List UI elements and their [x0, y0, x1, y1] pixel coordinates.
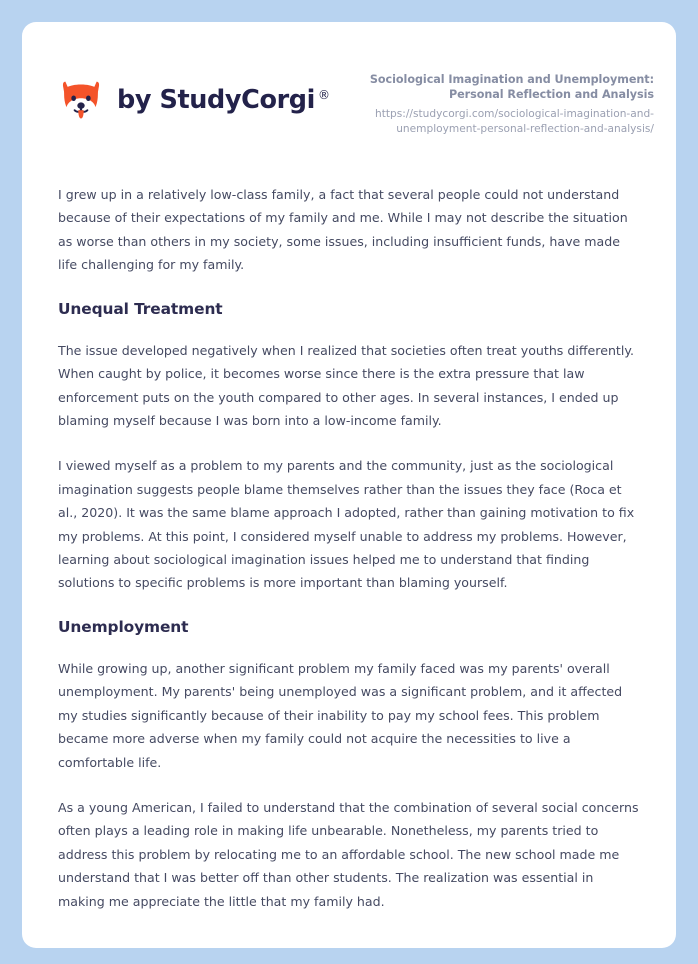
section-paragraph: The issue developed negatively when I realized that societies often treat youths differently. When caught by police, it becomes worse since there is the extra pressure that law enforcement puts on the youth compared to other ages. In several instances, I ended up blaming myself because I was born into a low-income family.	[58, 342, 635, 428]
corgi-face-icon	[58, 78, 104, 124]
document-meta	[330, 70, 654, 137]
document-url[interactable]: https://studycorgi.com/sociological-imagination-and-unemployment-personal-reflection-and-analysis/	[375, 107, 654, 135]
document-body	[22, 183, 676, 913]
document-header	[22, 22, 676, 137]
section-heading: Unemployment	[58, 617, 189, 636]
section-heading: Unequal Treatment	[58, 299, 223, 318]
section-paragraph: As a young American, I failed to understand that the combination of several social concerns often plays a leading role in making life unbearable. Nonetheless, my parents tried to address this problem by relocating me to an affordable school. The new school made me understand that I was better off than other students. The realization was essential in making me appreciate the little that my family had.	[58, 800, 639, 909]
document-page-card	[22, 22, 676, 948]
registered-trademark-icon: ®	[317, 88, 330, 103]
intro-paragraph: I grew up in a relatively low-class family, a fact that several people could not understand because of their expectations of my family and me. While I may not describe the situation as worse than others in my society, some issues, including insufficient funds, have made life challenging for my family.	[58, 186, 628, 273]
document-title: Sociological Imagination and Unemployment: Personal Reflection and Analysis	[369, 73, 654, 102]
section-unemployment	[58, 617, 640, 913]
brand-wordmark	[117, 85, 330, 116]
section-paragraph: I viewed myself as a problem to my parents and the community, just as the sociological imagination suggests people blame themselves rather than the issues they face (Roca et al., 2020). It was the same blame approach I adopted, rather than gaining motivation to fix my problems. At this point, I considered myself unable to address my problems. However, learning about sociological imagination issues helped me to understand that finding solutions to specific problems is more important than blaming yourself.	[58, 458, 635, 591]
section-unequal-treatment	[58, 299, 640, 595]
section-paragraph: While growing up, another significant problem my family faced was my parents' overall unemployment. My parents' being unemployed was a significant problem, and it affected my studies significantly because of their inability to pay my school fees. This problem became more adverse when my family could not acquire the necessities to live a comfortable life.	[58, 660, 623, 770]
brand-logo[interactable]	[58, 70, 330, 124]
brand-wordmark-text: by StudyCorgi	[117, 85, 315, 116]
